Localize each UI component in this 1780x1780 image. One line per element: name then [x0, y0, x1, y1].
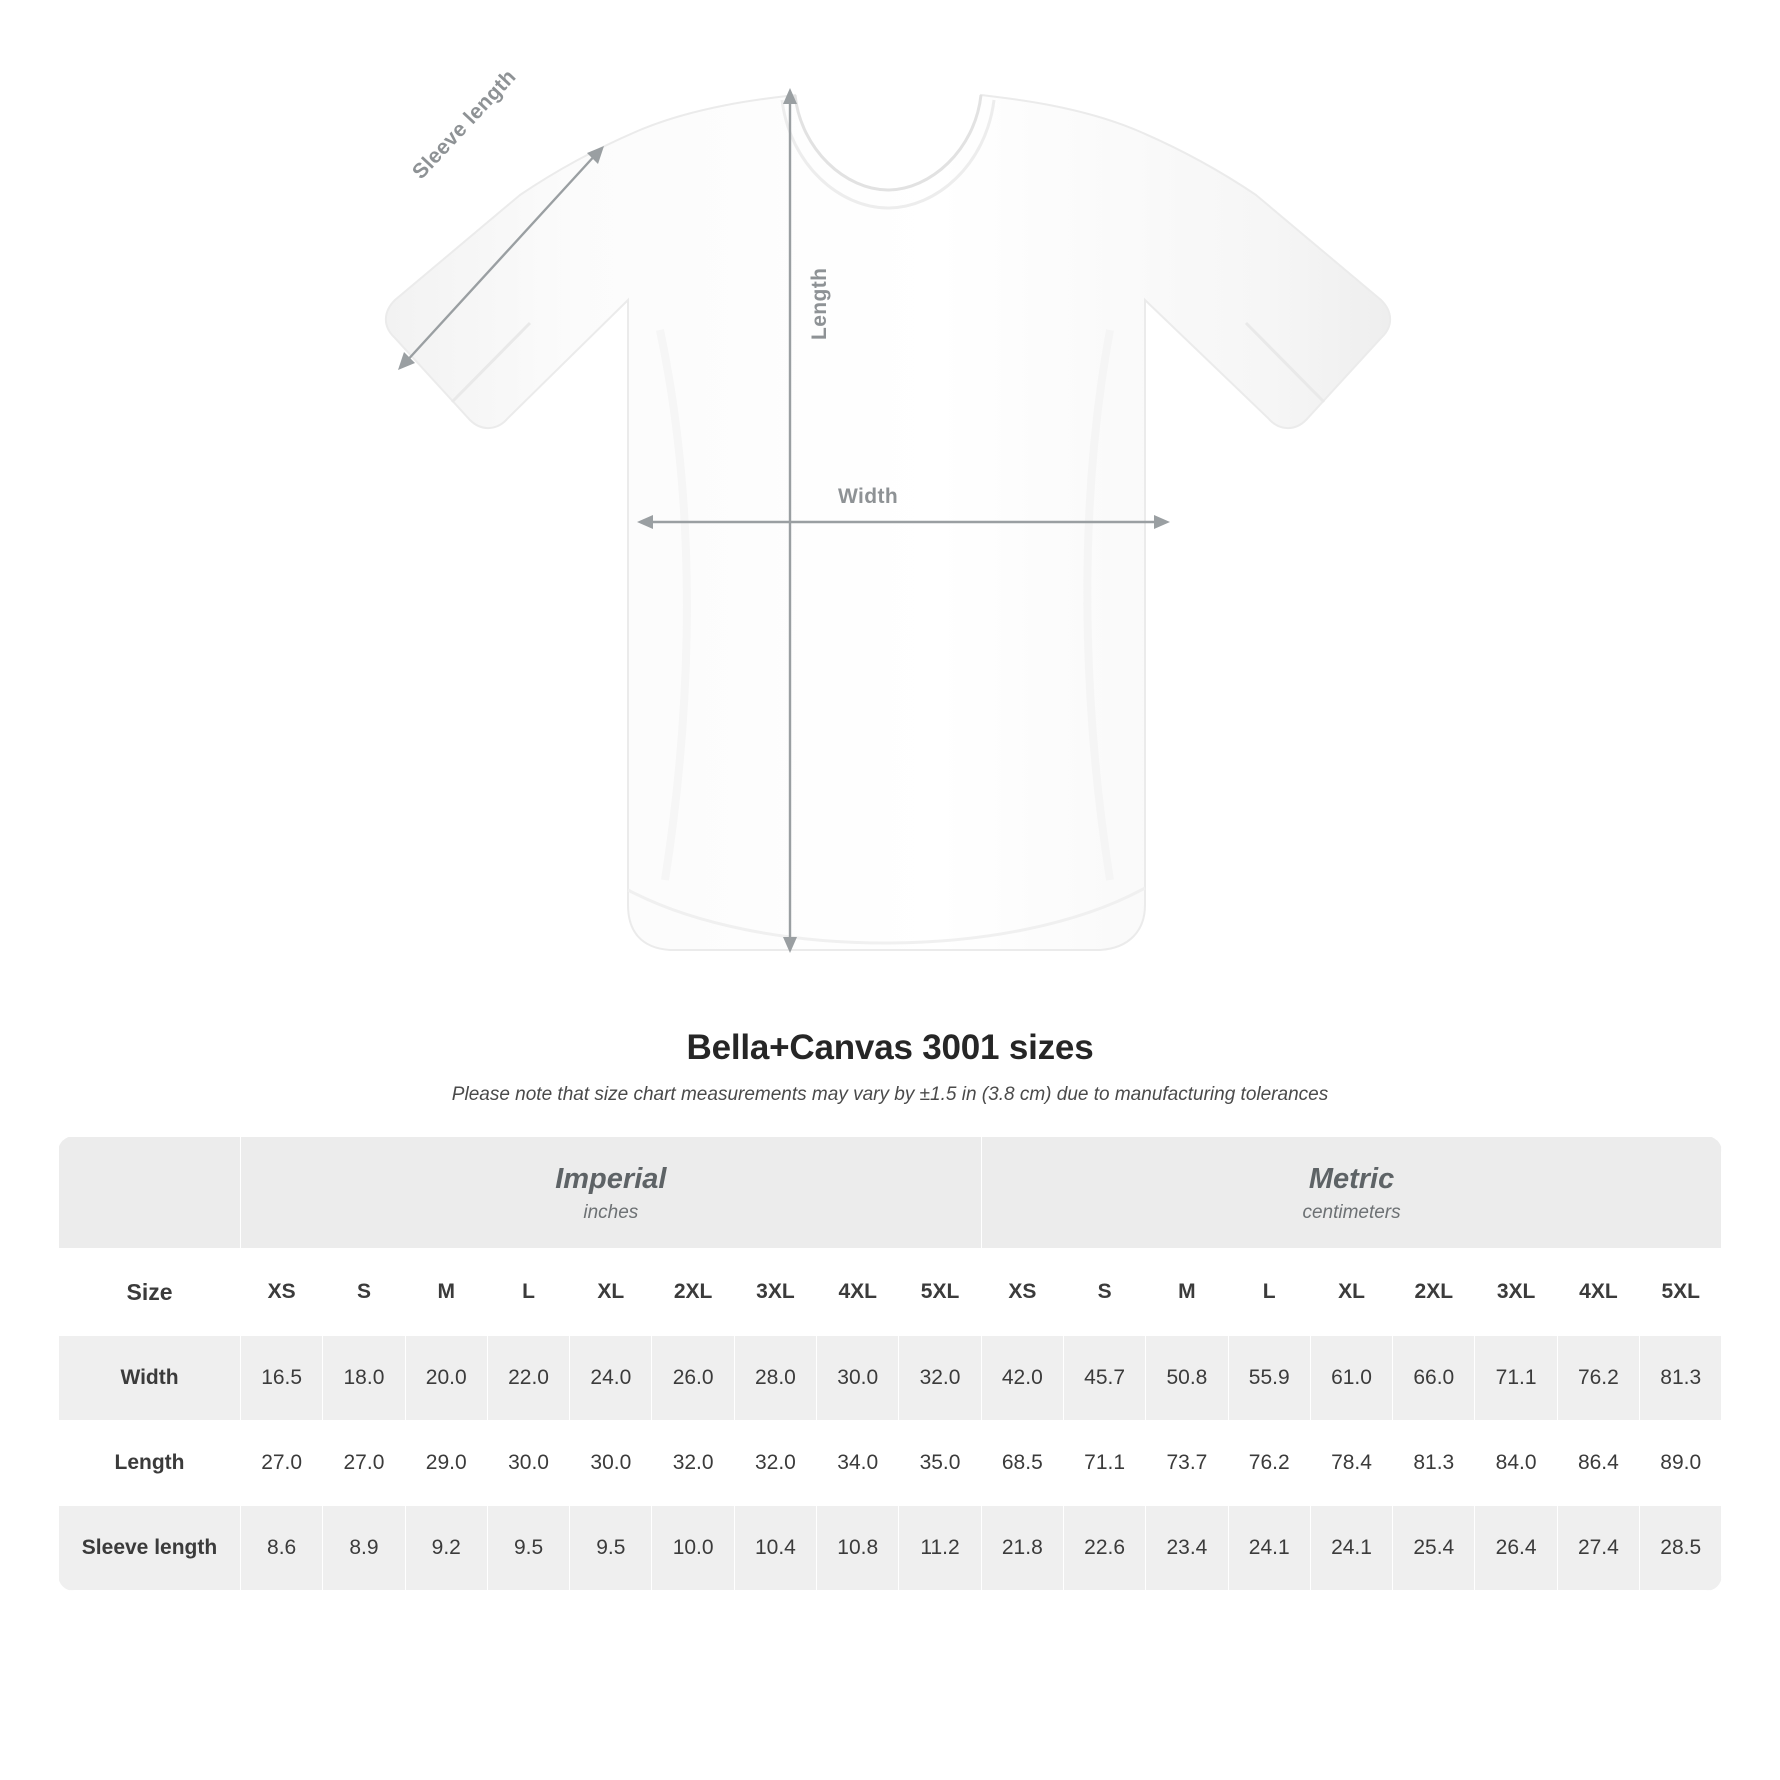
- cell: 27.0: [241, 1421, 323, 1506]
- size-header-cell: 2XL: [652, 1249, 734, 1336]
- size-header-cell: 5XL: [1640, 1249, 1722, 1336]
- cell: 24.0: [570, 1336, 652, 1421]
- size-header-cell: 2XL: [1393, 1249, 1475, 1336]
- cell: 71.1: [1063, 1421, 1145, 1506]
- cell: 84.0: [1475, 1421, 1557, 1506]
- cell: 24.1: [1310, 1506, 1392, 1591]
- sleeve-length-label: Sleeve length: [408, 65, 521, 184]
- size-table-wrapper: [58, 1136, 1722, 1591]
- cell: 28.5: [1640, 1506, 1722, 1591]
- size-header-cell: M: [1146, 1249, 1228, 1336]
- size-header-cell: XL: [570, 1249, 652, 1336]
- cell: 32.0: [734, 1421, 816, 1506]
- page-title: Bella+Canvas 3001 sizes: [686, 1028, 1094, 1067]
- imperial-sublabel: inches: [583, 1202, 639, 1224]
- cell: 76.2: [1557, 1336, 1639, 1421]
- size-header-cell: 3XL: [1475, 1249, 1557, 1336]
- metric-label: Metric: [1308, 1163, 1395, 1195]
- cell: 45.7: [1063, 1336, 1145, 1421]
- size-header-cell: S: [1063, 1249, 1145, 1336]
- imperial-header-cell: [241, 1137, 982, 1249]
- cell: 66.0: [1393, 1336, 1475, 1421]
- cell: 27.4: [1557, 1506, 1639, 1591]
- size-header-row: [59, 1249, 1722, 1336]
- cell: 23.4: [1146, 1506, 1228, 1591]
- size-header-cell: S: [323, 1249, 405, 1336]
- cell: 89.0: [1640, 1421, 1722, 1506]
- cell: 28.0: [734, 1336, 816, 1421]
- cell: 35.0: [899, 1421, 981, 1506]
- cell: 30.0: [817, 1336, 899, 1421]
- cell: 76.2: [1228, 1421, 1310, 1506]
- size-header-cell: XS: [241, 1249, 323, 1336]
- cell: 30.0: [487, 1421, 569, 1506]
- title-block: [0, 1028, 1780, 1106]
- row-label-length: Length: [59, 1421, 241, 1506]
- size-header-cell: 5XL: [899, 1249, 981, 1336]
- cell: 42.0: [981, 1336, 1063, 1421]
- cell: 22.0: [487, 1336, 569, 1421]
- metric-sublabel: centimeters: [1302, 1202, 1401, 1224]
- imperial-label: Imperial: [555, 1163, 667, 1195]
- cell: 21.8: [981, 1506, 1063, 1591]
- cell: 55.9: [1228, 1336, 1310, 1421]
- units-spacer-cell: [59, 1137, 241, 1249]
- row-label-sleeve-length: Sleeve length: [59, 1506, 241, 1591]
- cell: 9.2: [405, 1506, 487, 1591]
- row-label-width: Width: [59, 1336, 241, 1421]
- tolerance-note: Please note that size chart measurements may vary by ±1.5 in (3.8 cm) due to manufacturing tolerances: [451, 1084, 1329, 1105]
- units-header-row: [59, 1137, 1722, 1249]
- size-table: [58, 1136, 1722, 1591]
- cell: 10.8: [817, 1506, 899, 1591]
- cell: 10.4: [734, 1506, 816, 1591]
- cell: 26.4: [1475, 1506, 1557, 1591]
- cell: 8.9: [323, 1506, 405, 1591]
- cell: 68.5: [981, 1421, 1063, 1506]
- cell: 32.0: [899, 1336, 981, 1421]
- width-label: Width: [838, 485, 899, 508]
- cell: 9.5: [570, 1506, 652, 1591]
- cell: 29.0: [405, 1421, 487, 1506]
- cell: 20.0: [405, 1336, 487, 1421]
- size-header-cell: L: [487, 1249, 569, 1336]
- cell: 26.0: [652, 1336, 734, 1421]
- cell: 61.0: [1310, 1336, 1392, 1421]
- table-row: [59, 1421, 1722, 1506]
- size-header-cell: 4XL: [817, 1249, 899, 1336]
- metric-header-cell: [981, 1137, 1722, 1249]
- cell: 25.4: [1393, 1506, 1475, 1591]
- cell: 18.0: [323, 1336, 405, 1421]
- cell: 71.1: [1475, 1336, 1557, 1421]
- length-label: Length: [808, 267, 831, 340]
- size-header-cell: 4XL: [1557, 1249, 1639, 1336]
- size-header-cell: XS: [981, 1249, 1063, 1336]
- cell: 16.5: [241, 1336, 323, 1421]
- cell: 78.4: [1310, 1421, 1392, 1506]
- table-row: [59, 1506, 1722, 1591]
- cell: 22.6: [1063, 1506, 1145, 1591]
- cell: 34.0: [817, 1421, 899, 1506]
- cell: 81.3: [1393, 1421, 1475, 1506]
- cell: 8.6: [241, 1506, 323, 1591]
- cell: 50.8: [1146, 1336, 1228, 1421]
- size-header-cell: M: [405, 1249, 487, 1336]
- cell: 9.5: [487, 1506, 569, 1591]
- size-header-cell: L: [1228, 1249, 1310, 1336]
- cell: 24.1: [1228, 1506, 1310, 1591]
- cell: 32.0: [652, 1421, 734, 1506]
- cell: 81.3: [1640, 1336, 1722, 1421]
- cell: 10.0: [652, 1506, 734, 1591]
- cell: 86.4: [1557, 1421, 1639, 1506]
- table-row: [59, 1336, 1722, 1421]
- size-header-cell: 3XL: [734, 1249, 816, 1336]
- cell: 27.0: [323, 1421, 405, 1506]
- cell: 73.7: [1146, 1421, 1228, 1506]
- cell: 11.2: [899, 1506, 981, 1591]
- cell: 30.0: [570, 1421, 652, 1506]
- size-header-cell: XL: [1310, 1249, 1392, 1336]
- size-header-label: Size: [59, 1249, 241, 1336]
